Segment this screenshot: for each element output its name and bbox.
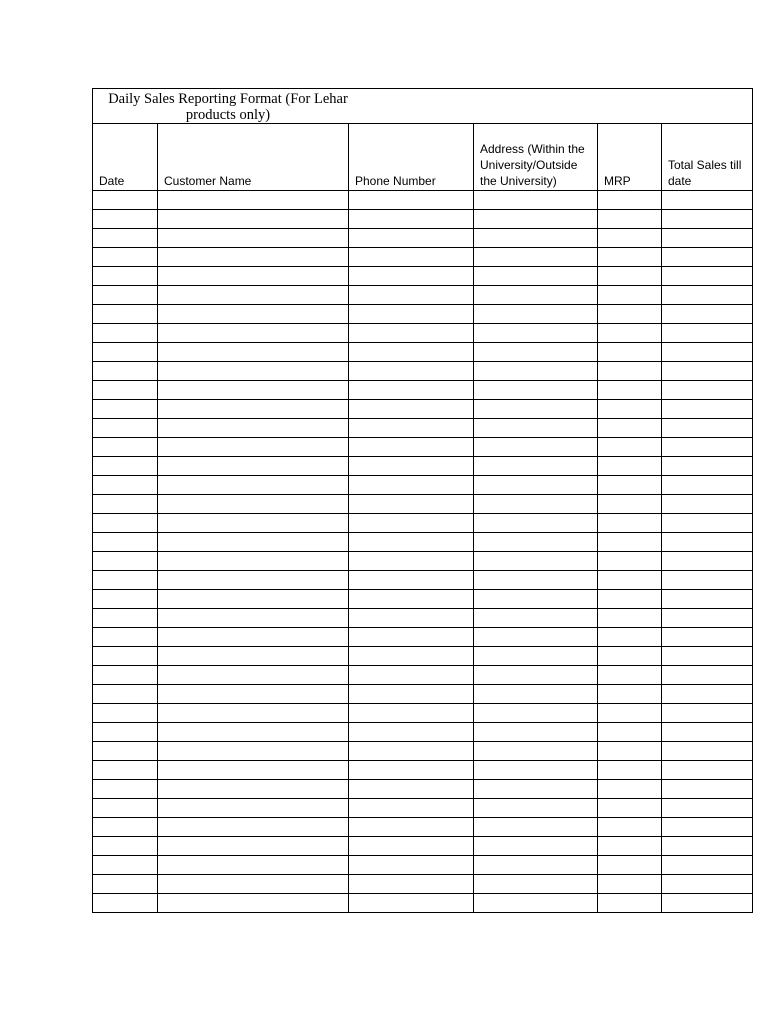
cell-address[interactable] (474, 704, 598, 723)
cell-date[interactable] (93, 362, 158, 381)
cell-mrp[interactable] (598, 552, 662, 571)
cell-mrp[interactable] (598, 647, 662, 666)
table-row (93, 267, 753, 286)
cell-phone-number[interactable] (349, 495, 474, 514)
cell-total-sales[interactable] (662, 286, 753, 305)
cell-mrp[interactable] (598, 856, 662, 875)
cell-date[interactable] (93, 286, 158, 305)
cell-total-sales[interactable] (662, 590, 753, 609)
cell-phone-number[interactable] (349, 780, 474, 799)
cell-phone-number[interactable] (349, 229, 474, 248)
cell-customer-name[interactable] (158, 381, 349, 400)
table-row (93, 837, 753, 856)
table-row (93, 590, 753, 609)
table-row (93, 894, 753, 913)
cell-address[interactable] (474, 552, 598, 571)
cell-phone-number[interactable] (349, 590, 474, 609)
cell-address[interactable] (474, 495, 598, 514)
cell-date[interactable] (93, 191, 158, 210)
cell-total-sales[interactable] (662, 324, 753, 343)
cell-address[interactable] (474, 457, 598, 476)
cell-total-sales[interactable] (662, 305, 753, 324)
cell-mrp[interactable] (598, 457, 662, 476)
cell-phone-number[interactable] (349, 704, 474, 723)
cell-total-sales[interactable] (662, 229, 753, 248)
cell-mrp[interactable] (598, 248, 662, 267)
cell-address[interactable] (474, 761, 598, 780)
table-row (93, 666, 753, 685)
cell-customer-name[interactable] (158, 438, 349, 457)
cell-mrp[interactable] (598, 267, 662, 286)
cell-address[interactable] (474, 286, 598, 305)
header-total-sales: Total Sales till date (662, 124, 753, 191)
cell-address[interactable] (474, 818, 598, 837)
cell-total-sales[interactable] (662, 704, 753, 723)
table-row (93, 742, 753, 761)
cell-date[interactable] (93, 647, 158, 666)
cell-mrp[interactable] (598, 305, 662, 324)
cell-address[interactable] (474, 685, 598, 704)
cell-phone-number[interactable] (349, 742, 474, 761)
cell-phone-number[interactable] (349, 476, 474, 495)
cell-date[interactable] (93, 685, 158, 704)
cell-customer-name[interactable] (158, 191, 349, 210)
cell-mrp[interactable] (598, 761, 662, 780)
cell-address[interactable] (474, 267, 598, 286)
header-date: Date (93, 124, 158, 191)
cell-date[interactable] (93, 799, 158, 818)
cell-phone-number[interactable] (349, 894, 474, 913)
cell-mrp[interactable] (598, 438, 662, 457)
cell-total-sales[interactable] (662, 647, 753, 666)
cell-date[interactable] (93, 552, 158, 571)
cell-customer-name[interactable] (158, 590, 349, 609)
cell-customer-name[interactable] (158, 666, 349, 685)
cell-phone-number[interactable] (349, 381, 474, 400)
cell-address[interactable] (474, 400, 598, 419)
cell-total-sales[interactable] (662, 875, 753, 894)
cell-phone-number[interactable] (349, 419, 474, 438)
cell-phone-number[interactable] (349, 343, 474, 362)
table-row (93, 457, 753, 476)
cell-phone-number[interactable] (349, 438, 474, 457)
cell-date[interactable] (93, 609, 158, 628)
cell-mrp[interactable] (598, 400, 662, 419)
cell-customer-name[interactable] (158, 704, 349, 723)
cell-total-sales[interactable] (662, 476, 753, 495)
title-row (93, 89, 753, 124)
table-row (93, 248, 753, 267)
table-row (93, 229, 753, 248)
cell-total-sales[interactable] (662, 666, 753, 685)
cell-phone-number[interactable] (349, 666, 474, 685)
cell-mrp[interactable] (598, 818, 662, 837)
cell-customer-name[interactable] (158, 495, 349, 514)
report-title: Daily Sales Reporting Format (For Lehar products only) (108, 91, 348, 123)
table-row (93, 476, 753, 495)
cell-date[interactable] (93, 533, 158, 552)
cell-date[interactable] (93, 742, 158, 761)
cell-phone-number[interactable] (349, 837, 474, 856)
cell-date[interactable] (93, 761, 158, 780)
cell-date[interactable] (93, 267, 158, 286)
header-mrp: MRP (598, 124, 662, 191)
cell-total-sales[interactable] (662, 438, 753, 457)
table-row (93, 704, 753, 723)
cell-address[interactable] (474, 628, 598, 647)
cell-mrp[interactable] (598, 286, 662, 305)
cell-customer-name[interactable] (158, 457, 349, 476)
cell-date[interactable] (93, 514, 158, 533)
table-row (93, 286, 753, 305)
cell-customer-name[interactable] (158, 267, 349, 286)
cell-address[interactable] (474, 381, 598, 400)
table-row (93, 210, 753, 229)
table-row (93, 818, 753, 837)
table-row (93, 381, 753, 400)
table-row (93, 495, 753, 514)
cell-total-sales[interactable] (662, 609, 753, 628)
table-row (93, 628, 753, 647)
cell-customer-name[interactable] (158, 552, 349, 571)
cell-date[interactable] (93, 305, 158, 324)
cell-mrp[interactable] (598, 533, 662, 552)
cell-total-sales[interactable] (662, 400, 753, 419)
cell-customer-name[interactable] (158, 210, 349, 229)
cell-date[interactable] (93, 476, 158, 495)
table-row (93, 647, 753, 666)
sales-report-table (92, 88, 753, 913)
cell-total-sales[interactable] (662, 894, 753, 913)
cell-address[interactable] (474, 514, 598, 533)
cell-customer-name[interactable] (158, 723, 349, 742)
table-row (93, 609, 753, 628)
cell-phone-number[interactable] (349, 210, 474, 229)
cell-customer-name[interactable] (158, 476, 349, 495)
cell-address[interactable] (474, 305, 598, 324)
cell-mrp[interactable] (598, 419, 662, 438)
cell-address[interactable] (474, 324, 598, 343)
cell-date[interactable] (93, 818, 158, 837)
cell-total-sales[interactable] (662, 837, 753, 856)
cell-customer-name[interactable] (158, 400, 349, 419)
cell-customer-name[interactable] (158, 647, 349, 666)
cell-customer-name[interactable] (158, 628, 349, 647)
cell-customer-name[interactable] (158, 856, 349, 875)
cell-customer-name[interactable] (158, 248, 349, 267)
table-row (93, 400, 753, 419)
cell-mrp[interactable] (598, 571, 662, 590)
cell-mrp[interactable] (598, 343, 662, 362)
cell-phone-number[interactable] (349, 761, 474, 780)
cell-total-sales[interactable] (662, 818, 753, 837)
cell-phone-number[interactable] (349, 362, 474, 381)
cell-address[interactable] (474, 419, 598, 438)
cell-date[interactable] (93, 628, 158, 647)
cell-total-sales[interactable] (662, 780, 753, 799)
cell-phone-number[interactable] (349, 647, 474, 666)
cell-phone-number[interactable] (349, 571, 474, 590)
cell-total-sales[interactable] (662, 552, 753, 571)
cell-customer-name[interactable] (158, 818, 349, 837)
cell-mrp[interactable] (598, 495, 662, 514)
cell-address[interactable] (474, 609, 598, 628)
cell-total-sales[interactable] (662, 381, 753, 400)
cell-total-sales[interactable] (662, 191, 753, 210)
cell-address[interactable] (474, 647, 598, 666)
cell-phone-number[interactable] (349, 191, 474, 210)
cell-total-sales[interactable] (662, 533, 753, 552)
table-row (93, 799, 753, 818)
table-row (93, 723, 753, 742)
cell-phone-number[interactable] (349, 818, 474, 837)
cell-phone-number[interactable] (349, 609, 474, 628)
cell-phone-number[interactable] (349, 457, 474, 476)
cell-customer-name[interactable] (158, 305, 349, 324)
cell-customer-name[interactable] (158, 761, 349, 780)
cell-date[interactable] (93, 495, 158, 514)
cell-phone-number[interactable] (349, 248, 474, 267)
cell-mrp[interactable] (598, 609, 662, 628)
cell-date[interactable] (93, 438, 158, 457)
cell-phone-number[interactable] (349, 875, 474, 894)
cell-date[interactable] (93, 324, 158, 343)
cell-customer-name[interactable] (158, 894, 349, 913)
cell-mrp[interactable] (598, 837, 662, 856)
cell-date[interactable] (93, 856, 158, 875)
cell-phone-number[interactable] (349, 856, 474, 875)
table-row (93, 438, 753, 457)
cell-address[interactable] (474, 438, 598, 457)
table-row (93, 761, 753, 780)
cell-total-sales[interactable] (662, 343, 753, 362)
cell-phone-number[interactable] (349, 514, 474, 533)
table-row (93, 305, 753, 324)
cell-date[interactable] (93, 457, 158, 476)
cell-date[interactable] (93, 248, 158, 267)
cell-customer-name[interactable] (158, 875, 349, 894)
cell-date[interactable] (93, 894, 158, 913)
cell-customer-name[interactable] (158, 533, 349, 552)
cell-address[interactable] (474, 666, 598, 685)
cell-customer-name[interactable] (158, 837, 349, 856)
cell-address[interactable] (474, 799, 598, 818)
cell-date[interactable] (93, 780, 158, 799)
cell-mrp[interactable] (598, 685, 662, 704)
cell-date[interactable] (93, 704, 158, 723)
cell-mrp[interactable] (598, 191, 662, 210)
cell-customer-name[interactable] (158, 343, 349, 362)
header-address: Address (Within the University/Outside the University) (474, 124, 598, 191)
cell-phone-number[interactable] (349, 267, 474, 286)
cell-mrp[interactable] (598, 324, 662, 343)
cell-phone-number[interactable] (349, 324, 474, 343)
cell-phone-number[interactable] (349, 400, 474, 419)
cell-customer-name[interactable] (158, 609, 349, 628)
cell-date[interactable] (93, 400, 158, 419)
cell-mrp[interactable] (598, 381, 662, 400)
cell-mrp[interactable] (598, 590, 662, 609)
cell-address[interactable] (474, 343, 598, 362)
cell-total-sales[interactable] (662, 210, 753, 229)
cell-address[interactable] (474, 571, 598, 590)
table-row (93, 324, 753, 343)
cell-customer-name[interactable] (158, 514, 349, 533)
cell-date[interactable] (93, 381, 158, 400)
cell-total-sales[interactable] (662, 856, 753, 875)
cell-customer-name[interactable] (158, 419, 349, 438)
cell-mrp[interactable] (598, 742, 662, 761)
cell-address[interactable] (474, 362, 598, 381)
cell-phone-number[interactable] (349, 799, 474, 818)
table-row (93, 533, 753, 552)
cell-address[interactable] (474, 875, 598, 894)
cell-mrp[interactable] (598, 229, 662, 248)
cell-total-sales[interactable] (662, 799, 753, 818)
cell-address[interactable] (474, 590, 598, 609)
cell-phone-number[interactable] (349, 533, 474, 552)
cell-mrp[interactable] (598, 723, 662, 742)
table-row (93, 514, 753, 533)
table-row (93, 419, 753, 438)
cell-mrp[interactable] (598, 476, 662, 495)
cell-mrp[interactable] (598, 704, 662, 723)
cell-mrp[interactable] (598, 628, 662, 647)
header-phone-number: Phone Number (349, 124, 474, 191)
header-customer-name: Customer Name (158, 124, 349, 191)
cell-date[interactable] (93, 837, 158, 856)
cell-date[interactable] (93, 666, 158, 685)
cell-address[interactable] (474, 856, 598, 875)
cell-mrp[interactable] (598, 362, 662, 381)
cell-total-sales[interactable] (662, 514, 753, 533)
cell-address[interactable] (474, 742, 598, 761)
cell-phone-number[interactable] (349, 305, 474, 324)
cell-customer-name[interactable] (158, 799, 349, 818)
cell-customer-name[interactable] (158, 780, 349, 799)
cell-total-sales[interactable] (662, 742, 753, 761)
cell-total-sales[interactable] (662, 628, 753, 647)
cell-address[interactable] (474, 229, 598, 248)
cell-date[interactable] (93, 875, 158, 894)
cell-mrp[interactable] (598, 780, 662, 799)
cell-mrp[interactable] (598, 666, 662, 685)
cell-address[interactable] (474, 780, 598, 799)
table-row (93, 780, 753, 799)
table-row (93, 856, 753, 875)
cell-date[interactable] (93, 343, 158, 362)
cell-total-sales[interactable] (662, 267, 753, 286)
cell-total-sales[interactable] (662, 248, 753, 267)
cell-customer-name[interactable] (158, 362, 349, 381)
cell-total-sales[interactable] (662, 457, 753, 476)
cell-mrp[interactable] (598, 875, 662, 894)
cell-customer-name[interactable] (158, 229, 349, 248)
cell-total-sales[interactable] (662, 419, 753, 438)
cell-total-sales[interactable] (662, 495, 753, 514)
cell-customer-name[interactable] (158, 571, 349, 590)
cell-date[interactable] (93, 590, 158, 609)
cell-address[interactable] (474, 894, 598, 913)
cell-total-sales[interactable] (662, 761, 753, 780)
cell-address[interactable] (474, 248, 598, 267)
cell-address[interactable] (474, 476, 598, 495)
cell-total-sales[interactable] (662, 685, 753, 704)
cell-mrp[interactable] (598, 894, 662, 913)
cell-total-sales[interactable] (662, 571, 753, 590)
cell-date[interactable] (93, 723, 158, 742)
table-row (93, 875, 753, 894)
cell-date[interactable] (93, 571, 158, 590)
cell-customer-name[interactable] (158, 324, 349, 343)
cell-customer-name[interactable] (158, 742, 349, 761)
table-row (93, 571, 753, 590)
cell-phone-number[interactable] (349, 685, 474, 704)
cell-date[interactable] (93, 210, 158, 229)
cell-address[interactable] (474, 533, 598, 552)
title-cell (93, 89, 753, 124)
cell-address[interactable] (474, 210, 598, 229)
cell-total-sales[interactable] (662, 723, 753, 742)
cell-phone-number[interactable] (349, 286, 474, 305)
table-row (93, 343, 753, 362)
cell-address[interactable] (474, 191, 598, 210)
cell-customer-name[interactable] (158, 286, 349, 305)
cell-phone-number[interactable] (349, 552, 474, 571)
cell-mrp[interactable] (598, 210, 662, 229)
table-row (93, 362, 753, 381)
header-row (93, 124, 753, 191)
cell-date[interactable] (93, 419, 158, 438)
cell-mrp[interactable] (598, 799, 662, 818)
cell-phone-number[interactable] (349, 723, 474, 742)
table-row (93, 191, 753, 210)
cell-address[interactable] (474, 723, 598, 742)
cell-address[interactable] (474, 837, 598, 856)
table-row (93, 685, 753, 704)
cell-phone-number[interactable] (349, 628, 474, 647)
table-row (93, 552, 753, 571)
cell-mrp[interactable] (598, 514, 662, 533)
cell-date[interactable] (93, 229, 158, 248)
cell-customer-name[interactable] (158, 685, 349, 704)
cell-total-sales[interactable] (662, 362, 753, 381)
